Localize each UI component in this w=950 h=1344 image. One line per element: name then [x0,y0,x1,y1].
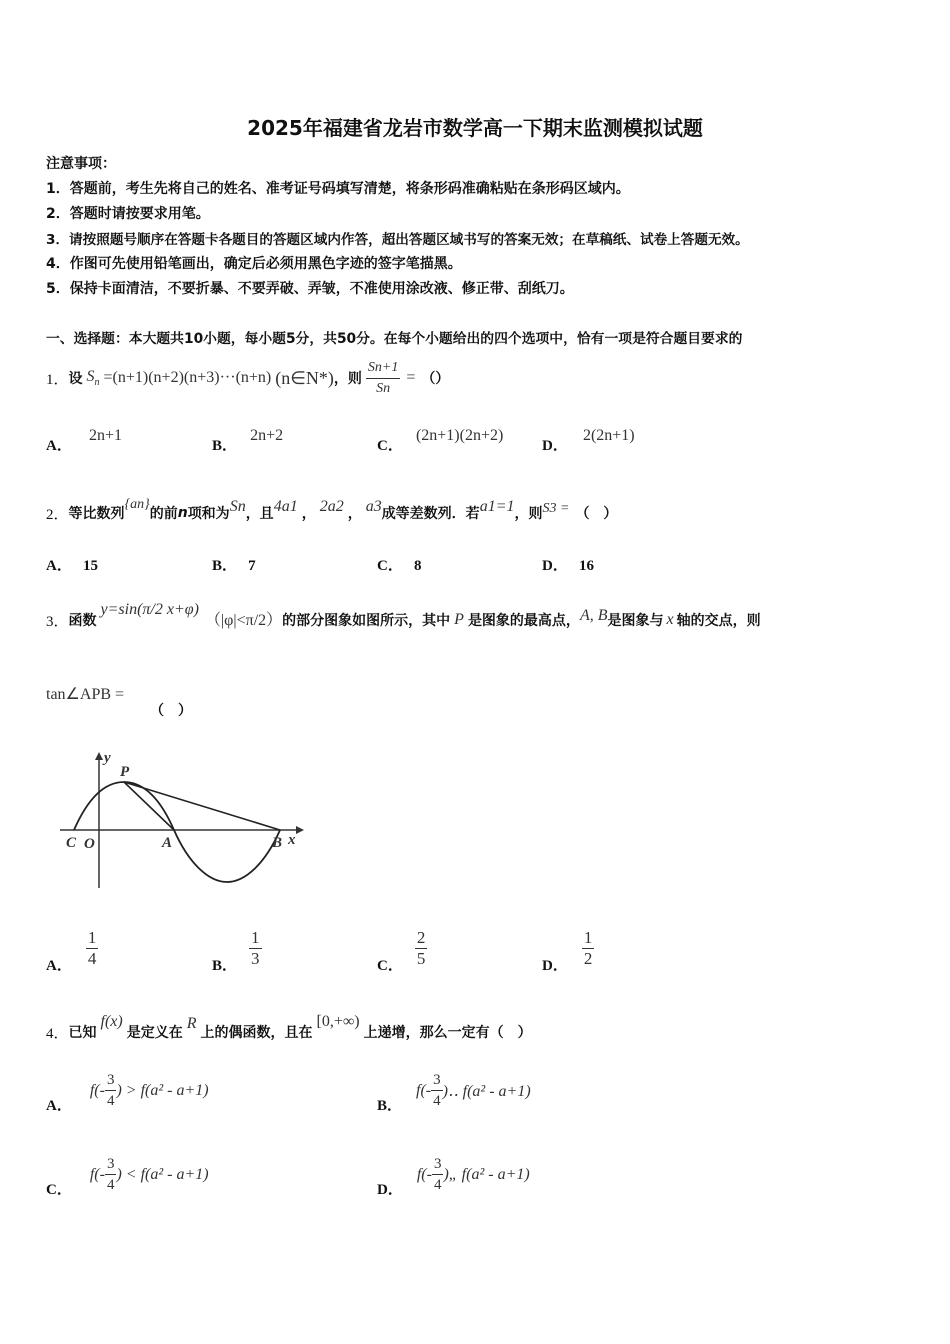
option-value: 8 [413,558,422,574]
q3-option-a [46,928,98,974]
q3-condition: （|φ|<π/2） [204,611,283,629]
fraction-num: 3 [432,1154,444,1175]
q2-sn: Sn [229,498,246,515]
option-label: A． [46,438,72,454]
option-label: D． [542,438,568,454]
option-value: 7 [248,558,256,574]
fraction-den: 2 [583,949,593,968]
notice-item-4: 4．作图可先使用铅笔画出，确定后必须用黑色字迹的签字笔描黑。 [46,256,462,272]
option-label: D． [542,558,568,574]
option-value: 2n+2 [250,427,284,444]
option-right: )„ f(a² - a+1) [443,1165,530,1183]
option-label: C． [377,958,403,974]
q1-option-b [212,427,284,455]
q3-question-line [46,684,124,704]
option-label: B． [212,438,238,454]
option-label: D． [542,958,568,974]
fraction-den: 4 [106,1177,115,1193]
option-fraction [432,1154,444,1195]
q3-option-d [542,928,594,974]
option-label: B． [212,958,238,974]
q2-n: n [177,505,188,521]
q1-fraction [366,358,400,399]
option-label: D． [377,1182,403,1198]
option-fraction [86,928,99,969]
q1-option-d [542,427,635,455]
y-axis-arrow [95,752,103,760]
fraction-num: 3 [105,1070,117,1091]
q1-text: 设 [68,371,83,387]
q2-text-3: 项和为 [187,506,230,522]
q4-interval: [0,+∞) [316,1013,360,1030]
notice-item-2: 2．答题时请按要求用笔。 [46,206,210,222]
q4-option-a [46,1070,209,1114]
q2-term-2: 2a2 [319,498,344,515]
option-fraction [431,1070,443,1111]
label-x: x [288,832,296,848]
fraction-den: 5 [416,949,426,968]
q1-equals: = [406,369,416,386]
label-b: B [272,835,283,851]
q2-term-1: 4a1 [273,498,298,515]
option-right: ) > f(a² - a+1) [116,1081,209,1099]
option-label: A． [46,1098,72,1114]
option-value: 2(2n+1) [582,427,635,444]
fraction-num: 3 [105,1154,117,1175]
label-o: O [84,836,95,852]
fraction-den: 4 [433,1177,442,1193]
fraction-num: 2 [416,928,426,947]
q3-option-b [212,928,262,974]
option-right: )‥ f(a² - a+1) [442,1082,531,1100]
q3-text-4: 是图象与 [607,613,664,629]
q2-option-b [212,554,256,575]
fraction-den: 3 [251,949,260,968]
option-value: 15 [82,558,98,574]
question-number: 1． [46,371,69,388]
q4-text-4: 上递增，那么一定有（ ） [363,1025,532,1041]
q2-sequence: {an} [124,497,150,512]
option-value: (2n+1)(2n+2) [415,427,504,444]
q4-text: 已知 [68,1025,97,1041]
question-1 [46,355,449,401]
label-y: y [104,750,111,766]
fraction-num: 1 [251,928,260,947]
question-number: 4． [46,1025,69,1042]
option-fraction [415,928,428,969]
option-value: 16 [578,558,594,574]
notice-heading: 注意事项： [46,156,116,172]
label-a: A [162,835,173,851]
answer-blank: （） [421,371,450,387]
q1-sn: $S_n$ [86,367,100,389]
fraction-num: 1 [87,928,97,947]
q2-term-3: a3 [365,498,382,515]
question-number: 3． [46,613,69,630]
q1-fraction-den: Sn [376,380,391,396]
q1-option-c [377,427,504,455]
q2-option-c [377,554,421,575]
q3-ask: tan∠APB = [46,686,125,703]
option-left: f(- [89,1165,105,1183]
option-label: C． [377,558,403,574]
option-fraction [105,1154,117,1195]
q4-text-2: 是定义在 [126,1025,183,1041]
q2-condition: a1=1 [479,498,515,515]
q1-formula: =(n+1)(n+2)(n+3)···(n+n) [103,369,272,386]
q4-option-d [377,1154,530,1198]
q3-text-3: 是图象的最高点， [467,613,580,629]
option-fraction [105,1070,117,1111]
answer-blank: （ ） [575,506,618,522]
option-fraction [582,928,595,969]
option-label: A． [46,558,72,574]
sine-graph [60,748,310,893]
x-axis-arrow [296,826,304,834]
answer-blank: （ ） [150,703,192,719]
notice-item-3: 3．请按照题号顺序在答题卡各题目的答题区域内作答，超出答题区域书写的答案无效；在草稿纸、试卷上答题无效。 [46,232,749,248]
q3-text-2: 的部分图象如图所示，其中 [282,613,451,629]
option-label: C． [377,438,403,454]
q2-question: S3 = [542,501,570,516]
q2-text-4: ，且 [245,506,274,522]
fraction-den: 4 [106,1093,115,1109]
question-4 [46,1012,532,1052]
option-left: f(- [416,1081,432,1099]
q4-r: R [186,1015,197,1032]
q2-option-a [46,554,98,575]
fraction-num: 1 [583,928,593,947]
fraction-den: 4 [433,1093,441,1109]
q3-text: 函数 [68,613,97,629]
q4-option-b [377,1070,531,1114]
q2-text-2: 的前 [149,506,178,522]
section-heading: 一、选择题：本大题共10小题，每小题5分，共50分。在每个小题给出的四个选项中，恰有一项是符合题目要求的 [46,331,743,347]
q1-text-2: ，则 [333,371,362,387]
q3-function: y=sin(π/2 x+φ) [100,601,199,618]
question-3 [46,596,761,644]
segment-pb [124,782,280,830]
sine-curve [74,782,283,882]
question-2: 2． 等比数列 {an} 的前 n 项和为 Sn ，且 4a1 ， 2a2 ， a3 成等差数列．若 a1=1 ，则 S3 = （ ） [46,497,618,523]
option-value: 2n+1 [88,427,122,444]
option-label: C． [46,1182,72,1198]
label-c: C [66,835,77,851]
q3-text-5: 轴的交点，则 [676,613,761,629]
page-title: 2025年福建省龙岩市数学高一下期末监测模拟试题 [247,116,703,140]
q4-option-c [46,1154,209,1198]
option-left: f(- [416,1165,432,1183]
option-fraction [249,928,262,969]
option-right: ) < f(a² - a+1) [116,1165,209,1183]
notice-item-5: 5．保持卡面清洁，不要折暴、不要弄破、弄皱，不准使用涂改液、修正带、刮纸刀。 [46,281,574,297]
q1-fraction-num: Sn+1 [366,358,400,379]
label-p: P [120,764,130,780]
q3-point-p: P [454,611,464,628]
q2-text: 等比数列 [68,506,125,522]
q2-text-6: ，则 [514,506,543,522]
q1-condition: (n∈N*) [275,367,334,388]
q4-fx: f(x) [100,1013,123,1030]
q1-option-a [46,427,122,455]
option-label: B． [212,558,238,574]
option-left: f(- [89,1081,105,1099]
q2-text-5: 成等差数列．若 [381,506,480,522]
option-label: B． [377,1098,403,1114]
q3-x: x [666,611,674,628]
fraction-den: 4 [87,949,97,968]
q3-points-ab: A, B [579,607,608,624]
q2-option-d [542,554,594,575]
fraction-num: 3 [431,1070,443,1091]
q3-option-c [377,928,427,974]
option-label: A． [46,958,72,974]
question-number: 2． [46,506,69,523]
notice-item-1: 1．答题前，考生先将自己的姓名、准考证号码填写清楚，将条形码准确粘贴在条形码区域内。 [46,181,630,197]
q4-text-3: 上的偶函数，且在 [200,1025,313,1041]
